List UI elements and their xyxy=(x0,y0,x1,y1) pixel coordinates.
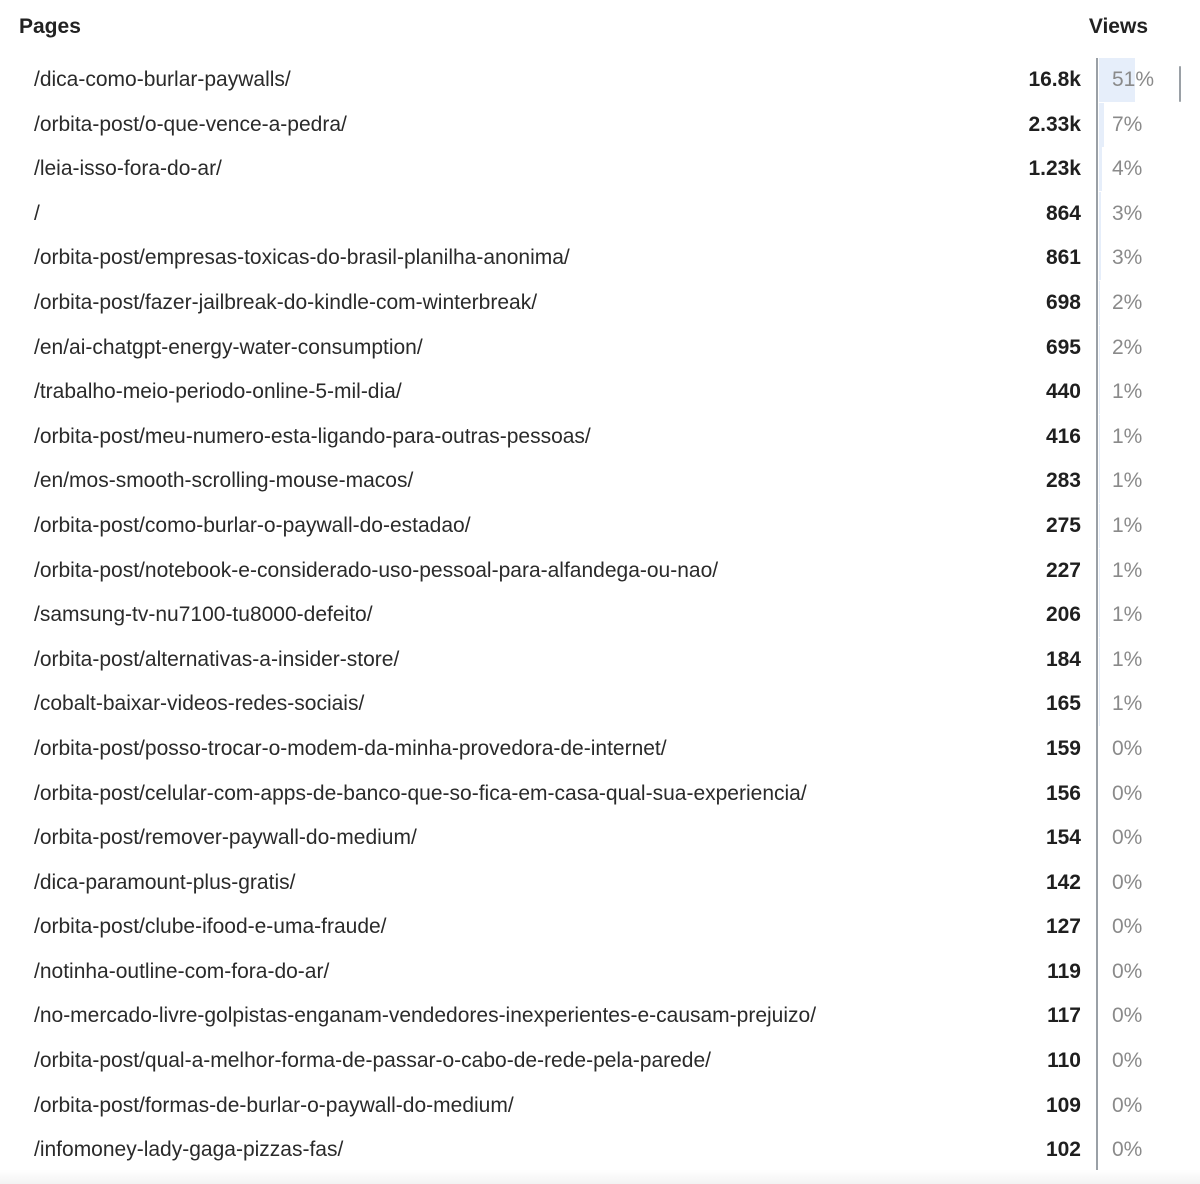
views-count: 154 xyxy=(1045,826,1081,850)
page-path-link[interactable]: /orbita-post/celular-com-apps-de-banco-que-so-fica-em-casa-qual-sua-experiencia/ xyxy=(34,781,807,805)
page-path-link[interactable]: /orbita-post/qual-a-melhor-forma-de-passar-o-cabo-de-rede-pela-parede/ xyxy=(34,1049,711,1073)
share-bar xyxy=(1099,415,1100,459)
page-path-link[interactable]: /dica-paramount-plus-gratis/ xyxy=(34,870,296,894)
table-row[interactable] xyxy=(0,593,1200,638)
page-path-link[interactable]: /samsung-tv-nu7100-tu8000-defeito/ xyxy=(34,603,373,627)
table-row[interactable] xyxy=(0,994,1200,1039)
share-bar xyxy=(1099,370,1100,414)
views-count: 110 xyxy=(1047,1049,1081,1073)
table-row[interactable] xyxy=(0,58,1200,103)
page-path-link[interactable]: / xyxy=(34,201,40,225)
table-row[interactable] xyxy=(0,772,1200,817)
table-row[interactable] xyxy=(0,682,1200,727)
table-row[interactable] xyxy=(0,727,1200,772)
views-count: 275 xyxy=(1045,513,1081,537)
views-percent: 0% xyxy=(1112,1093,1143,1117)
views-count: 142 xyxy=(1045,870,1081,894)
views-percent: 4% xyxy=(1112,157,1143,181)
table-row[interactable] xyxy=(0,1084,1200,1129)
views-percent: 1% xyxy=(1112,603,1143,627)
views-count: 159 xyxy=(1045,736,1081,760)
views-count: 127 xyxy=(1045,915,1081,939)
pages-table xyxy=(0,58,1200,1173)
views-column-header[interactable]: Views xyxy=(1088,15,1148,38)
views-percent: 1% xyxy=(1112,424,1143,448)
views-count: 156 xyxy=(1045,781,1081,805)
views-percent: 0% xyxy=(1112,826,1143,850)
page-path-link[interactable]: /orbita-post/remover-paywall-do-medium/ xyxy=(34,826,417,850)
share-bar xyxy=(1099,103,1104,147)
views-count: 109 xyxy=(1045,1093,1081,1117)
page-path-link[interactable]: /dica-como-burlar-paywalls/ xyxy=(34,68,291,91)
page-path-link[interactable]: /notinha-outline-com-fora-do-ar/ xyxy=(34,959,330,983)
table-row[interactable] xyxy=(0,950,1200,995)
views-percent: 0% xyxy=(1112,915,1143,939)
views-percent: 1% xyxy=(1112,558,1143,582)
table-row[interactable] xyxy=(0,192,1200,237)
views-count: 698 xyxy=(1045,290,1081,314)
views-percent: 1% xyxy=(1112,380,1143,404)
table-row[interactable] xyxy=(0,459,1200,504)
page-path-link[interactable]: /en/ai-chatgpt-energy-water-consumption/ xyxy=(34,335,423,359)
page-path-link[interactable]: /no-mercado-livre-golpistas-enganam-vendedores-inexperientes-e-causam-prejuizo/ xyxy=(34,1004,817,1028)
views-count: 2.33k xyxy=(1028,112,1081,136)
page-path-link[interactable]: /infomoney-lady-gaga-pizzas-fas/ xyxy=(34,1138,344,1162)
page-path-link[interactable]: /orbita-post/formas-de-burlar-o-paywall-do-medium/ xyxy=(34,1093,514,1117)
page-path-link[interactable]: /en/mos-smooth-scrolling-mouse-macos/ xyxy=(34,469,414,493)
views-percent: 51% xyxy=(1112,68,1155,91)
views-count: 864 xyxy=(1045,201,1081,225)
views-count: 695 xyxy=(1045,335,1081,359)
table-row[interactable] xyxy=(0,549,1200,594)
views-count: 416 xyxy=(1045,424,1081,448)
views-count: 117 xyxy=(1047,1004,1081,1028)
views-percent: 0% xyxy=(1112,870,1143,894)
table-row[interactable] xyxy=(0,326,1200,371)
views-percent: 3% xyxy=(1112,246,1143,270)
page-path-link[interactable]: /orbita-post/posso-trocar-o-modem-da-minha-provedora-de-internet/ xyxy=(34,736,667,760)
share-bar xyxy=(1099,549,1100,593)
views-count: 1.23k xyxy=(1028,157,1081,181)
views-count: 16.8k xyxy=(1028,68,1081,91)
bottom-fade xyxy=(0,1170,1200,1184)
table-row[interactable] xyxy=(0,1039,1200,1084)
share-bar xyxy=(1099,192,1101,236)
page-path-link[interactable]: /orbita-post/meu-numero-esta-ligando-para-outras-pessoas/ xyxy=(34,424,591,448)
share-bar xyxy=(1099,593,1100,637)
views-count: 861 xyxy=(1045,246,1081,270)
share-bar xyxy=(1099,236,1101,280)
table-row[interactable] xyxy=(0,504,1200,549)
table-row[interactable] xyxy=(0,638,1200,683)
table-row[interactable] xyxy=(0,147,1200,192)
views-percent: 2% xyxy=(1112,290,1143,314)
views-percent: 1% xyxy=(1112,647,1143,671)
table-row[interactable] xyxy=(0,370,1200,415)
page-path-link[interactable]: /orbita-post/alternativas-a-insider-store/ xyxy=(34,647,400,671)
views-count: 102 xyxy=(1045,1138,1081,1162)
table-row[interactable] xyxy=(0,415,1200,460)
views-count: 227 xyxy=(1045,558,1081,582)
page-path-link[interactable]: /orbita-post/empresas-toxicas-do-brasil-planilha-anonima/ xyxy=(34,246,570,270)
views-percent: 0% xyxy=(1112,959,1143,983)
views-percent: 0% xyxy=(1112,736,1143,760)
page-path-link[interactable]: /orbita-post/o-que-vence-a-pedra/ xyxy=(34,112,347,136)
share-bar xyxy=(1099,504,1100,548)
share-bar xyxy=(1099,147,1102,191)
pages-column-header[interactable]: Pages xyxy=(19,15,81,38)
page-path-link[interactable]: /orbita-post/clube-ifood-e-uma-fraude/ xyxy=(34,915,387,939)
table-header xyxy=(0,0,1200,56)
table-row[interactable] xyxy=(0,816,1200,861)
share-bar xyxy=(1099,459,1100,503)
page-path-link[interactable]: /leia-isso-fora-do-ar/ xyxy=(34,157,222,181)
views-percent: 1% xyxy=(1112,469,1143,493)
views-percent: 1% xyxy=(1112,513,1143,537)
views-count: 119 xyxy=(1047,959,1081,983)
table-row[interactable] xyxy=(0,861,1200,906)
views-percent: 2% xyxy=(1112,335,1143,359)
table-row[interactable] xyxy=(0,103,1200,148)
views-percent: 1% xyxy=(1112,692,1143,716)
views-percent: 7% xyxy=(1112,112,1143,136)
views-count: 165 xyxy=(1045,692,1081,716)
page-path-link[interactable]: /orbita-post/fazer-jailbreak-do-kindle-com-winterbreak/ xyxy=(34,290,538,314)
views-percent: 0% xyxy=(1112,1004,1143,1028)
share-bar xyxy=(1099,326,1100,370)
share-bar xyxy=(1099,281,1100,325)
page-path-link[interactable]: /trabalho-meio-periodo-online-5-mil-dia/ xyxy=(34,380,402,404)
views-percent: 0% xyxy=(1112,781,1143,805)
page-path-link[interactable]: /orbita-post/notebook-e-considerado-uso-pessoal-para-alfandega-ou-nao/ xyxy=(34,558,719,582)
views-count: 184 xyxy=(1045,647,1081,671)
share-bar xyxy=(1099,638,1100,682)
share-bar xyxy=(1099,682,1100,726)
views-count: 206 xyxy=(1045,603,1081,627)
views-percent: 3% xyxy=(1112,201,1143,225)
table-row[interactable] xyxy=(0,1128,1200,1173)
table-row[interactable] xyxy=(0,905,1200,950)
views-percent: 0% xyxy=(1112,1049,1143,1073)
table-row[interactable] xyxy=(0,236,1200,281)
table-row[interactable] xyxy=(0,281,1200,326)
views-count: 283 xyxy=(1045,469,1081,493)
views-count: 440 xyxy=(1045,380,1081,404)
page-path-link[interactable]: /orbita-post/como-burlar-o-paywall-do-estadao/ xyxy=(34,513,471,537)
page-path-link[interactable]: /cobalt-baixar-videos-redes-sociais/ xyxy=(34,692,365,716)
views-percent: 0% xyxy=(1112,1138,1143,1162)
